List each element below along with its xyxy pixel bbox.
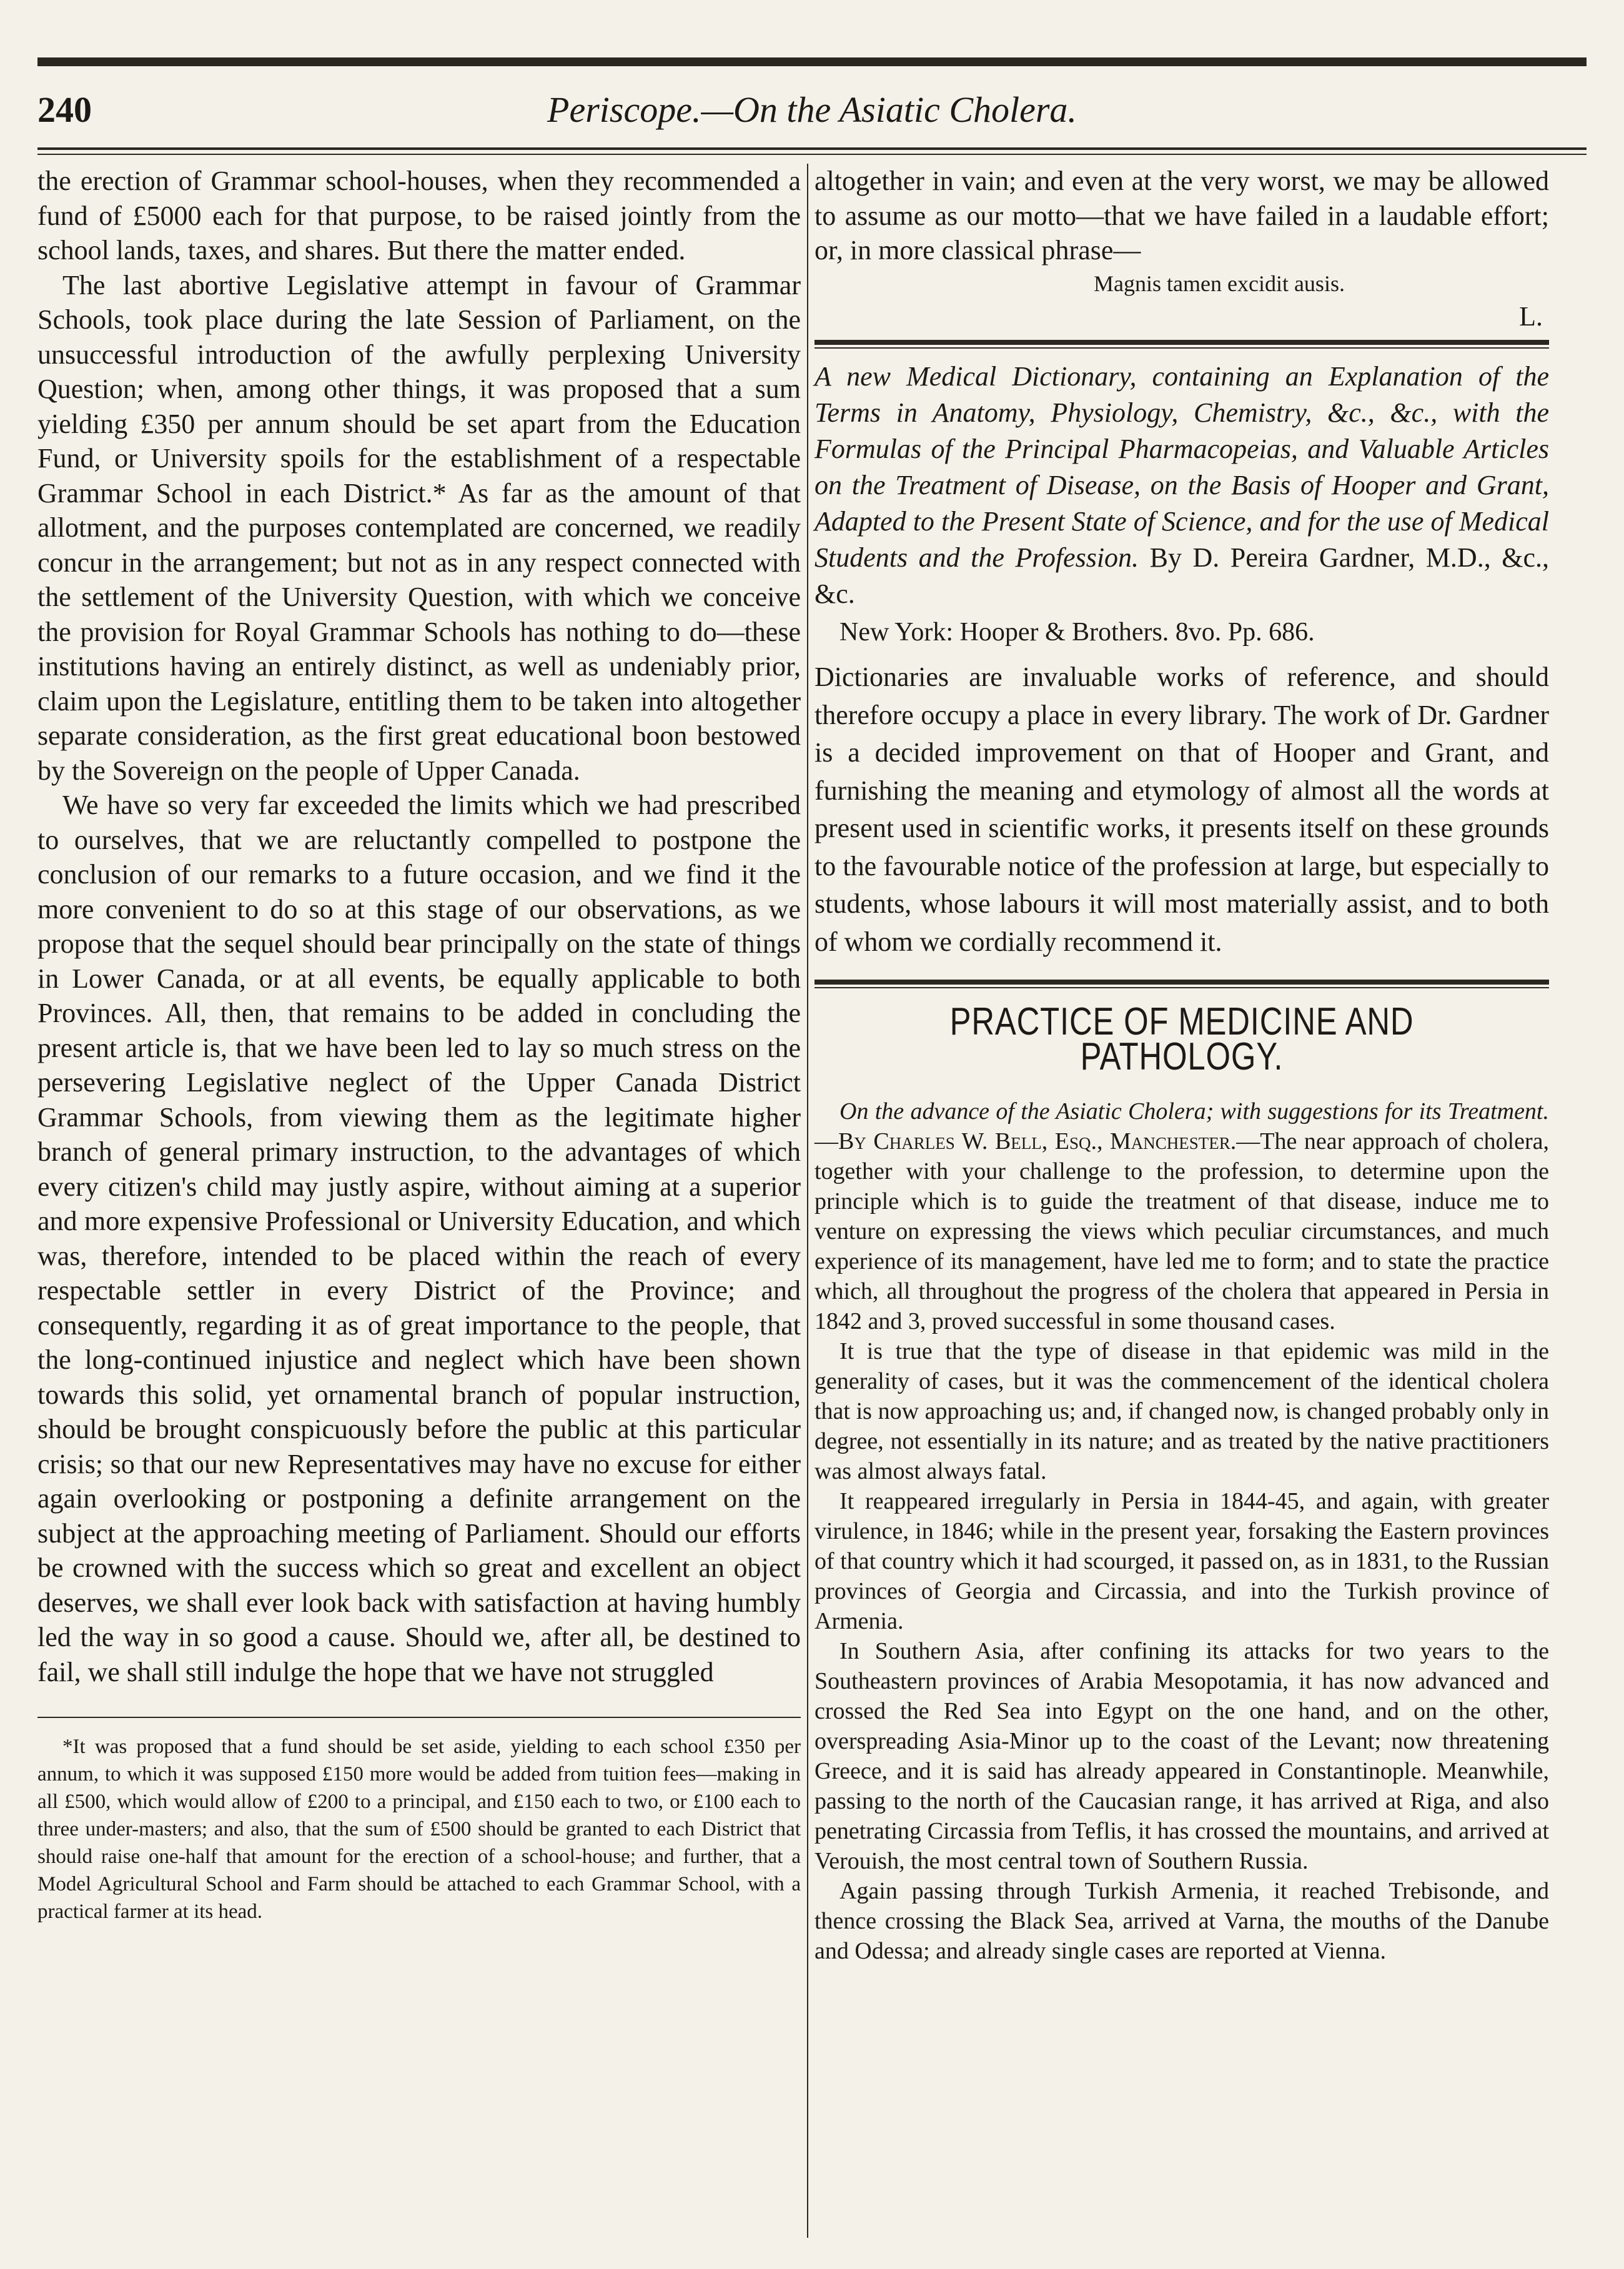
top-rule xyxy=(37,57,1587,66)
article-title: On the advance of the Asiatic Cholera; with suggestions for its Treatment. xyxy=(839,1098,1549,1125)
latin-verse: Magnis tamen excidit ausis. xyxy=(1094,271,1345,296)
running-title: Periscope.—On the Asiatic Cholera. xyxy=(547,89,1077,130)
left-column xyxy=(37,164,801,1925)
paragraph: In Southern Asia, after confining its attacks for two years to the Southeastern provinces of Arabia Mesopotamia, it has now advanced and crossed the Red Sea into Egypt on the one hand, and on the other, overspreading Asia-Minor up to the coast of the Levant; now threatening Greece, and it is said has already appeared in Constantinople. Meanwhile, passing to the north of the Caucasian range, it has arrived at Riga, and also penetrating Circassia from Teflis, it has crossed the mountains, and arrived at Verouish, the most central town of Southern Russia. xyxy=(814,1638,1549,1874)
footnote xyxy=(37,1733,801,1925)
column-divider xyxy=(807,164,808,2238)
article-lead xyxy=(814,1096,1549,1336)
footnote-rule xyxy=(37,1717,801,1718)
section-rule-thin xyxy=(814,987,1549,988)
review-body xyxy=(814,658,1549,961)
paragraph: The last abortive Legislative attempt in favour of Grammar Schools, took place during the late Session of Parliament, on the unsuccessful introduction of the awfully perplexing University Question; when, among other things, it was proposed that a sum yielding £350 per annum should be set apart from the Education Fund, or University spoils for the establishment of a respectable Grammar School in each District.* As far as the amount of that allotment, and the purposes contemplated are concerned, we readily concur in the arrangement; but not as in any respect connected with the settlement of the University Question, with which we conceive the provision for Royal Grammar Schools has nothing to do—these institutions having an entirely distinct, as well as undeniably prior, claim upon the Legislature, entitling them to be taken into altogether separate consideration, as the first great educational boon bestowed by the Sovereign on the people of Upper Canada. xyxy=(37,269,801,786)
section-rule-thin xyxy=(814,347,1549,349)
header-rule xyxy=(37,147,1587,150)
article-author: —By Charles W. Bell, Esq., Manchester. xyxy=(814,1128,1237,1154)
page-number: 240 xyxy=(37,89,92,130)
section-rule xyxy=(814,980,1549,985)
running-head xyxy=(37,89,1587,139)
paragraph: Dictionaries are invaluable works of reference, and should therefore occupy a place in every library. The work of Dr. Gardner is a decided improvement on that of Hooper and Grant, and furnishing the meaning and etymology of almost all the words at present used in scientific works, it presents itself on these grounds to the favourable notice of the profession at large, but especially to students, whose labours it will most materially assist, and to both of whom we cordially recommend it. xyxy=(814,662,1549,957)
paragraph: the erection of Grammar school-houses, when they recommended a fund of £5000 each for that purpose, to be raised jointly from the school lands, taxes, and shares. But there the matter ended. xyxy=(37,166,801,266)
right-column xyxy=(814,164,1549,1966)
article xyxy=(814,1096,1549,1966)
review-title xyxy=(814,359,1549,612)
footnote-text: *It was proposed that a fund should be set aside, yielding to each school £350 per annum, to which it was supposed £150 more would be added from tuition fees—making in all £500, which would allow of £200 to a principal, and £150 each to two, or £100 each to three under-masters; and also, that the sum of £500 should be granted to each District that should raise one-half that amount for the erection of a school-house; and further, that a Model Agricultural School and Farm should be attached to each Grammar School, with a practical farmer at its head. xyxy=(37,1735,801,1923)
paragraph: altogether in vain; and even at the very worst, we may be allowed to assume as our motto—that we have failed in a laudable effort; or, in more classical phrase— xyxy=(814,166,1549,266)
header-rule-thin xyxy=(37,154,1587,155)
paragraph: It reappeared irregularly in Persia in 1844-45, and again, with greater virulence, in 1846; while in the present year, forsaking the Eastern provinces of that country which it had scourged, it passed on, as in 1831, to the Russian provinces of Georgia and Circassia, and into the Turkish province of Armenia. xyxy=(814,1488,1549,1634)
paragraph: It is true that the type of disease in that epidemic was mild in the generality of cases, but it was the commencement of the identical cholera that is now approaching us; and, if changed now, is changed probably only in degree, not essentially in its nature; and as treated by the native practitioners was almost always fatal. xyxy=(814,1338,1549,1484)
article-lead-text: —The near approach of cholera, together with your challenge to the profession, to determine upon the principle which is to guide the treatment of that disease, induce me to venture on expressing the views which peculiar circumstances, and much experience of its management, have led me to form; and to state the practice which, all throughout the progress of the cholera that appeared in Persia in 1842 and 3, proved successful in some thousand cases. xyxy=(814,1128,1549,1334)
review-book-title: A new Medical Dictionary, containing an Explanation of the Terms in Anatomy, Physiology, Chemistry, &c., &c., with the Formulas of the Principal Pharmacopeias, and Valuable Articles on the Treatment of Disease, on the Basis of Hooper and Grant, Adapted to the Present State of Science, and for the use of Medical Students and the Profession. xyxy=(814,361,1549,573)
review-author: By D. Pereira Gardner, M.D., &c., &c. xyxy=(814,542,1549,609)
paragraph: We have so very far exceeded the limits which we had prescribed to ourselves, that we are reluctantly compelled to postpone the conclusion of our remarks to a future occasion, and we find it the more convenient to do so at this stage of our observations, as we propose that the sequel should bear principally on the state of things in Lower Canada, or at all events, be equally applicable to both Provinces. All, then, that remains to be added in concluding the present article is, that we have been led to lay so much stress on the persevering Legislative neglect of the Upper Canada District Grammar Schools, from viewing them as the legitimate higher branch of general primary instruction, to the advantages of which every citizen's child may justly aspire, without aiming at a superior and more expensive Professional or University Education, and which was, therefore, intended to be placed within the reach of every respectable settler in every District of the Province; and consequently, regarding it as of great importance to the people, that the long-continued injustice and neglect which have been shown towards this solid, yet ornamental branch of popular instruction, should be brought conspicuously before the public at this particular crisis; so that our new Representatives may have no excuse for either again overlooking or postponing a definite arrangement on the subject at the approaching meeting of Parliament. Should our efforts be crowned with the success which so great and excellent an object deserves, we shall ever look back with satisfaction at having humbly led the way in so good a cause. Should we, after all, be destined to fail, we shall still indulge the hope that we have not struggled xyxy=(37,790,801,1687)
paragraph: Again passing through Turkish Armenia, it reached Trebisonde, and thence crossing the Black Sea, arrived at Varna, the mouths of the Danube and Odessa; and already single cases are reported at Vienna. xyxy=(814,1878,1549,1964)
signature: L. xyxy=(1519,300,1543,332)
section-heading: PRACTICE OF MEDICINE AND PATHOLOGY. xyxy=(949,1000,1414,1078)
section-rule xyxy=(814,340,1549,345)
review-publisher: New York: Hooper & Brothers. 8vo. Pp. 686. xyxy=(839,618,1315,647)
